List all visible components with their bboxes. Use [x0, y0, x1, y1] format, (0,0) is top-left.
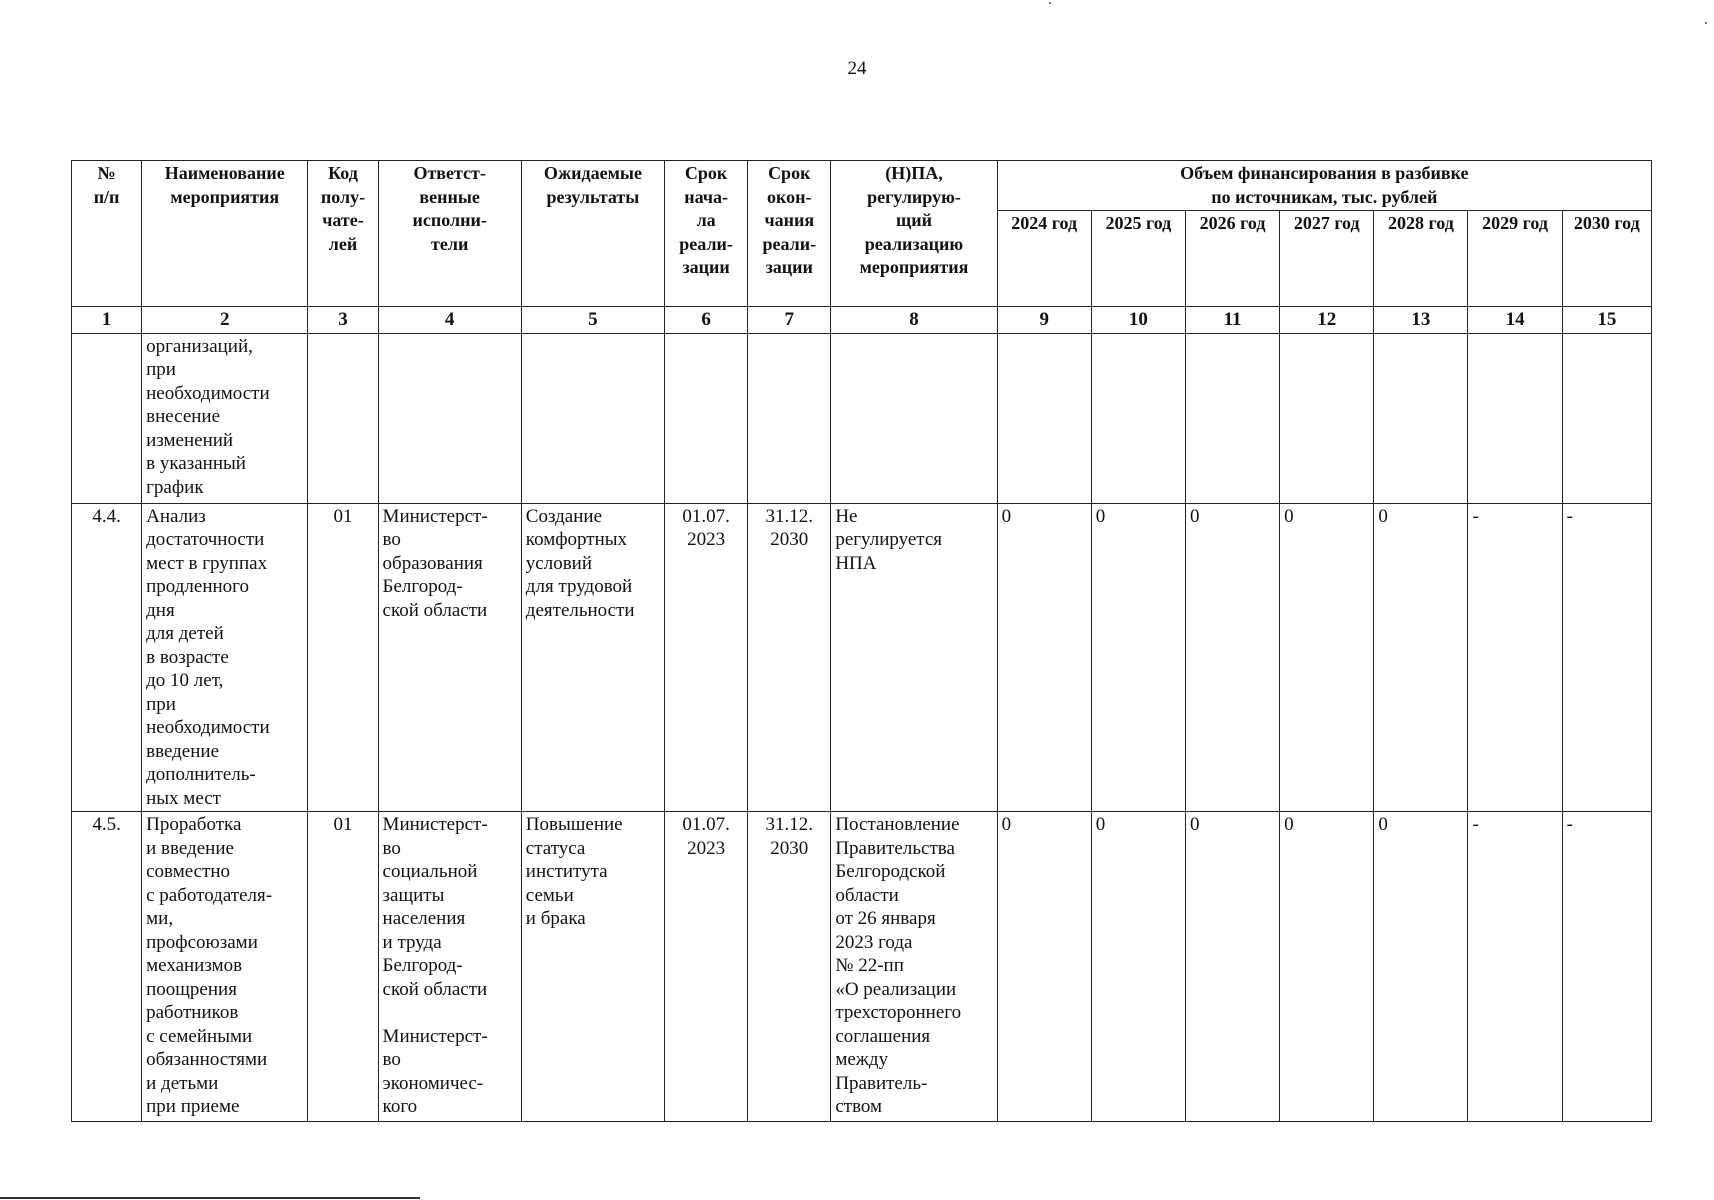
header-year: 2025 год: [1091, 211, 1185, 307]
row-value: 0: [997, 812, 1091, 1122]
column-number: 11: [1185, 307, 1279, 334]
row-value: [1562, 333, 1651, 503]
row-start: 01.07. 2023: [665, 503, 748, 812]
table-row: [72, 503, 1652, 812]
table-row: [72, 333, 1652, 503]
header-code: Код полу- чате- лей: [308, 161, 378, 307]
column-number: 12: [1280, 307, 1374, 334]
scan-artifact-line: [0, 1197, 420, 1199]
header-results: Ожидаемые результаты: [521, 161, 664, 307]
column-number: 6: [665, 307, 748, 334]
header-npa: (Н)ПА, регулирую- щий реализацию мероприятия: [831, 161, 997, 307]
column-number: 3: [308, 307, 378, 334]
column-number: 15: [1562, 307, 1651, 334]
row-value: 0: [1374, 812, 1468, 1122]
row-value: [1374, 333, 1468, 503]
row-results: Повышение статуса института семьи и брака: [521, 812, 664, 1122]
row-name: Анализ достаточности мест в группах продленного дня для детей в возрасте до 10 лет, при необходимости введение дополнитель- ных мест: [142, 503, 308, 812]
scan-artifact-dot: [1705, 22, 1707, 24]
row-value: -: [1562, 812, 1651, 1122]
header-name: Наименование мероприятия: [142, 161, 308, 307]
row-responsible: Министерст- во социальной защиты населения и труда Белгород- ской области Министерст- во экономичес- кого: [378, 812, 521, 1122]
header-num: № п/п: [72, 161, 142, 307]
header-financing: Объем финансирования в разбивке по источникам, тыс. рублей: [997, 161, 1651, 211]
row-code: 01: [308, 503, 378, 812]
page-number: 24: [847, 58, 867, 79]
row-code: 01: [308, 812, 378, 1122]
row-responsible: [378, 333, 521, 503]
column-number: 5: [521, 307, 664, 334]
header-year: 2026 год: [1185, 211, 1279, 307]
row-value: -: [1468, 812, 1562, 1122]
row-end: [748, 333, 831, 503]
column-number: 13: [1374, 307, 1468, 334]
header-year: 2030 год: [1562, 211, 1651, 307]
header-year: 2029 год: [1468, 211, 1562, 307]
row-value: [1280, 333, 1374, 503]
row-end: 31.12. 2030: [748, 812, 831, 1122]
row-value: 0: [1374, 503, 1468, 812]
table-row: [72, 812, 1652, 1122]
column-number: 2: [142, 307, 308, 334]
row-value: [1091, 333, 1185, 503]
column-number: 7: [748, 307, 831, 334]
row-value: 0: [1280, 503, 1374, 812]
header-start: Срок нача- ла реали- зации: [665, 161, 748, 307]
column-number: 14: [1468, 307, 1562, 334]
column-number: 10: [1091, 307, 1185, 334]
row-name: организаций, при необходимости внесение изменений в указанный график: [142, 333, 308, 503]
header-year: 2027 год: [1280, 211, 1374, 307]
header-responsible: Ответст- венные исполни- тели: [378, 161, 521, 307]
row-responsible: Министерст- во образования Белгород- ской области: [378, 503, 521, 812]
row-value: 0: [1185, 812, 1279, 1122]
column-number: 8: [831, 307, 997, 334]
row-npa: Постановление Правительства Белгородской области от 26 января 2023 года № 22-пп «О реализации трехстороннего соглашения между Правитель- ством: [831, 812, 997, 1122]
header-end: Срок окон- чания реали- зации: [748, 161, 831, 307]
row-value: -: [1562, 503, 1651, 812]
row-value: 0: [1091, 812, 1185, 1122]
row-npa: [831, 333, 997, 503]
row-value: 0: [997, 503, 1091, 812]
row-value: [1468, 333, 1562, 503]
column-number: 9: [997, 307, 1091, 334]
row-start: [665, 333, 748, 503]
row-value: [1185, 333, 1279, 503]
column-number: 1: [72, 307, 142, 334]
row-name: Проработка и введение совместно с работодателя- ми, профсоюзами механизмов поощрения работников с семейными обязанностями и детьми при приеме: [142, 812, 308, 1122]
row-code: [308, 333, 378, 503]
row-value: -: [1468, 503, 1562, 812]
header-year: 2028 год: [1374, 211, 1468, 307]
financing-plan-table: [71, 160, 1652, 1122]
row-start: 01.07. 2023: [665, 812, 748, 1122]
column-number: 4: [378, 307, 521, 334]
row-value: 0: [1091, 503, 1185, 812]
scan-artifact-dot: [1049, 2, 1051, 4]
row-results: [521, 333, 664, 503]
header-year: 2024 год: [997, 211, 1091, 307]
row-results: Создание комфортных условий для трудовой деятельности: [521, 503, 664, 812]
row-value: 0: [1185, 503, 1279, 812]
row-value: [997, 333, 1091, 503]
row-value: 0: [1280, 812, 1374, 1122]
row-end: 31.12. 2030: [748, 503, 831, 812]
row-npa: Не регулируется НПА: [831, 503, 997, 812]
row-num: 4.5.: [72, 812, 142, 1122]
row-num: [72, 333, 142, 503]
row-num: 4.4.: [72, 503, 142, 812]
